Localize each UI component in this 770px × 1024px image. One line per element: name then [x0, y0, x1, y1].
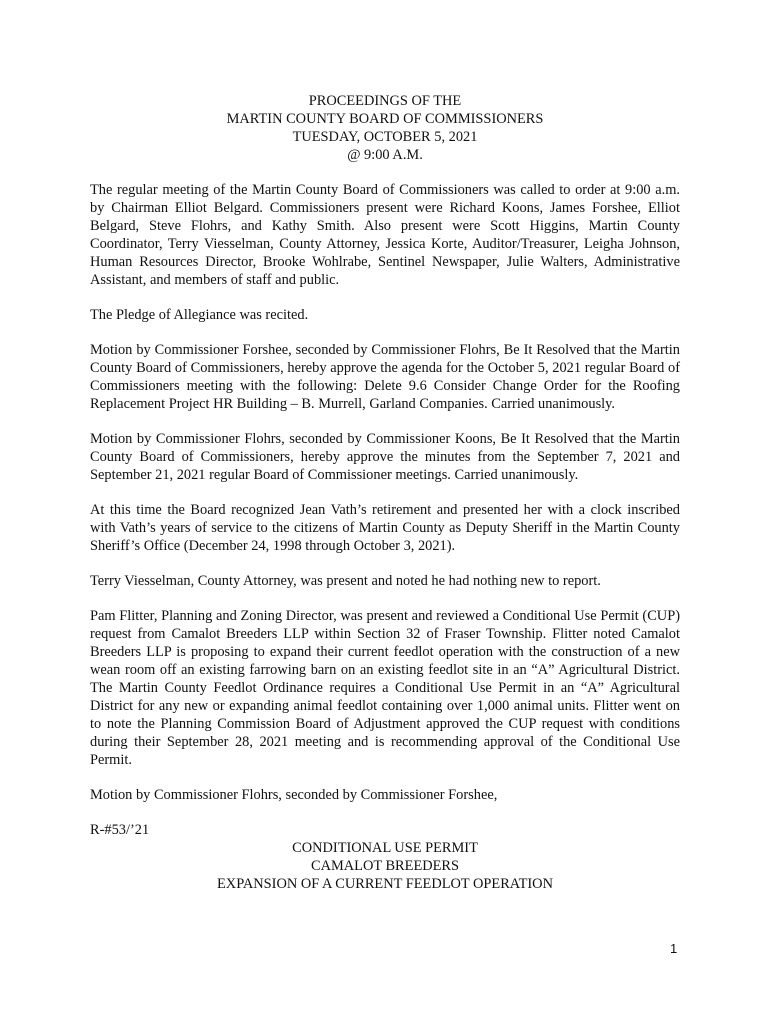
page-number: 1: [670, 941, 678, 956]
header-line-date: TUESDAY, OCTOBER 5, 2021: [292, 129, 478, 145]
paragraph-retirement: At this time the Board recognized Jean Vath’s retirement and presented her with a clock inscribed with Vath’s years of service to the citizens of Martin County as Deputy Sheriff in the Martin County Sheriff’s Office (December 24, 1998 through October 3, 2021).: [90, 502, 680, 554]
paragraph-call-to-order: The regular meeting of the Martin County Board of Commissioners was called to order at 9:00 a.m. by Chairman Elliot Belgard. Commissioners present were Richard Koons, James Forshee, Elliot Belgard, Steve Flohrs, and Kathy Smith. Also present were Scott Higgins, Martin County Coordinator, Terry Viesselman, County Attorney, Jessica Korte, Auditor/Treasurer, Leigha Johnson, Human Resources Director, Brooke Wohlrabe, Sentinel Newspaper, Julie Walters, Administrative Assistant, and members of staff and public.: [90, 182, 680, 288]
paragraph-attorney-report: Terry Viesselman, County Attorney, was present and noted he had nothing new to report.: [90, 573, 601, 589]
resolution-title-permit: CONDITIONAL USE PERMIT: [292, 840, 478, 856]
document-body: [90, 181, 680, 893]
paragraph-agenda-motion: Motion by Commissioner Forshee, seconded by Commissioner Flohrs, Be It Resolved that the Martin County Board of Commissioners, hereby approve the agenda for the October 5, 2021 regular Board of Commissioners meeting with the following: Delete 9.6 Consider Change Order for the Roofing Replacement Project HR Building – B. Murrell, Garland Companies. Carried unanimously.: [90, 342, 680, 412]
resolution-title-expansion: EXPANSION OF A CURRENT FEEDLOT OPERATION: [217, 876, 553, 892]
resolution-title-applicant: CAMALOT BREEDERS: [310, 858, 460, 874]
header-line-proceedings: PROCEEDINGS OF THE: [308, 93, 462, 109]
paragraph-minutes-motion: Motion by Commissioner Flohrs, seconded by Commissioner Koons, Be It Resolved that the Martin County Board of Commissioners, hereby approve the minutes from the September 7, 2021 and September 21, 2021 regular Board of Commissioner meetings. Carried unanimously.: [90, 431, 680, 483]
header-line-time: @ 9:00 A.M.: [347, 147, 423, 163]
resolution-number: R-#53/’21: [90, 822, 150, 838]
paragraph-cup-motion: Motion by Commissioner Flohrs, seconded by Commissioner Forshee,: [90, 787, 498, 803]
header-line-board: MARTIN COUNTY BOARD OF COMMISSIONERS: [226, 111, 544, 127]
paragraph-pledge: The Pledge of Allegiance was recited.: [90, 307, 309, 323]
paragraph-cup-review: Pam Flitter, Planning and Zoning Director, was present and reviewed a Conditional Use Permit (CUP) request from Camalot Breeders LLP within Section 32 of Fraser Township. Flitter noted Camalot Breeders LLP is proposing to expand their current feedlot operation with the construction of a new wean room off an existing farrowing barn on an existing feedlot site in an “A” Agricultural District. The Martin County Feedlot Ordinance requires a Conditional Use Permit in an “A” Agricultural District for any new or expanding animal feedlot containing over 1,000 animal units. Flitter went on to note the Planning Commission Board of Adjustment approved the CUP request with conditions during their September 28, 2021 meeting and is recommending approval of the Conditional Use Permit.: [90, 608, 680, 768]
document-header: [0, 92, 770, 164]
